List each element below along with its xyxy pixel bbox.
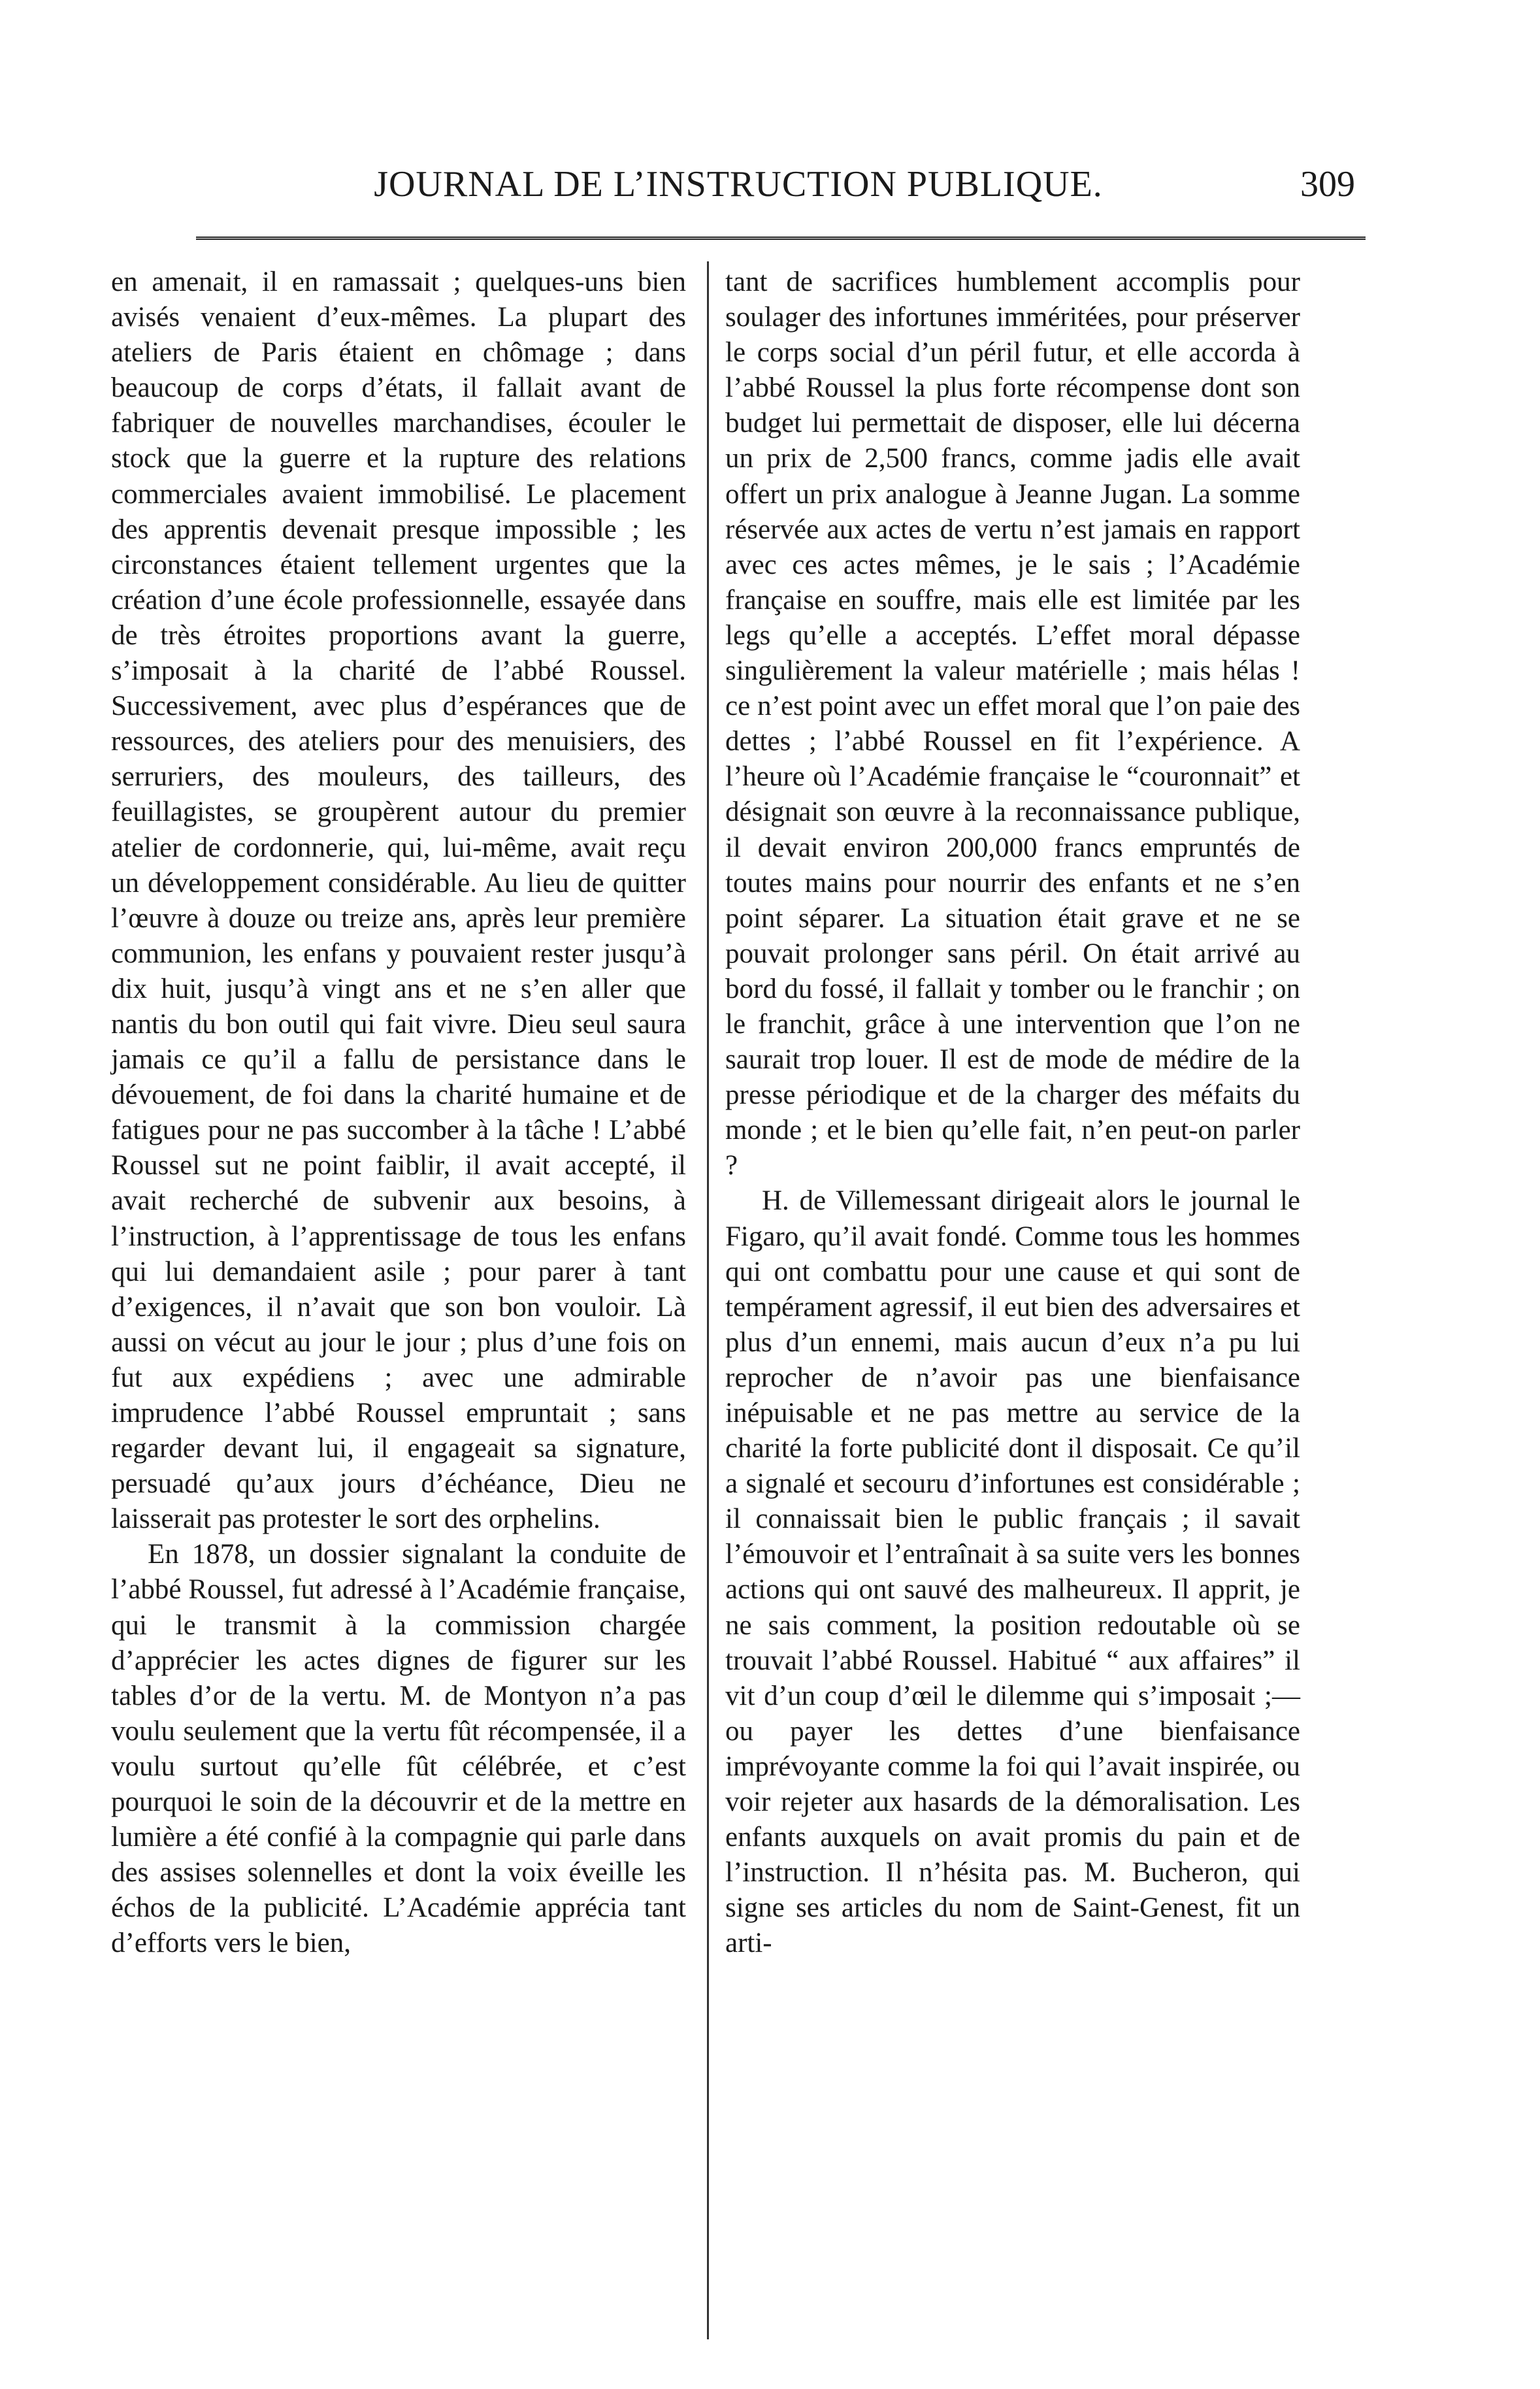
column-divider [707,261,709,2339]
left-paragraph-2: En 1878, un dossier signalant la conduite de l’abbé Roussel, fut adressé à l’Académie française, qui le transmit à la commission chargée d’apprécier les actes dignes de figurer sur les tables d’or de la vertu. M. de Montyon n’a pas voulu seulement que la vertu fût récompensée, il a voulu surtout qu’elle fût célébrée, et c’est pourquoi le soin de la découvrir et de la mettre en lumière a été confié à la compagnie qui parle dans des assises solennelles et dont la voix éveille les échos de la publicité. L’Académie apprécia tant d’efforts vers le bien, [111,1539,686,1959]
page-number: 309 [1300,164,1355,205]
left-column [111,265,686,1962]
right-paragraph-2: H. de Villemessant dirigeait alors le journal le Figaro, qu’il avait fondé. Comme tous les hommes qui ont combattu pour une cause et qui sont de tempérament agressif, il eut bien des adversaires et plus d’un ennemi, mais aucun d’eux n’a pu lui reprocher de n’avoir pas une bienfaisance inépuisable et ne pas mettre au service de la charité la forte publicité dont il disposait. Ce qu’il a signalé et secouru d’infortunes est considérable ; il connaissait bien le public français ; il savait l’émouvoir et l’entraînait à sa suite vers les bonnes actions qui ont sauvé des malheureux. Il apprit, je ne sais comment, la position redoutable où se trouvait l’abbé Roussel. Habitué “ aux affaires” il vit d’un coup d’œil le dilemme qui s’imposait ;—ou payer les dettes d’une bienfaisance imprévoyante comme la foi qui l’avait inspirée, ou voir rejeter aux hasards de la démoralisation. Les enfants auxquels on avait promis du pain et de l’instruction. Il n’hésita pas. M. Bucheron, qui signe ses articles du nom de Saint-Genest, fit un arti- [725,1185,1300,1959]
right-paragraph-1: tant de sacrifices humblement accomplis pour soulager des infortunes imméritées, pour préserver le corps social d’un péril futur, et elle accorda à l’abbé Roussel la plus forte récompense dont son budget lui permettait de disposer, elle lui décerna un prix de 2,500 francs, comme jadis elle avait offert un prix analogue à Jeanne Jugan. La somme réservée aux actes de vertu n’est jamais en rapport avec ces actes mêmes, je le sais ; l’Académie française en souffre, mais elle est limitée par les legs qu’elle a acceptés. L’effet moral dépasse singulièrement la valeur matérielle ; mais hélas ! ce n’est point avec un effet moral que l’on paie des dettes ; l’abbé Roussel en fit l’expérience. A l’heure où l’Académie française le “couronnait” et désignait son œuvre à la reconnaissance publique, il devait environ 200,000 francs empruntés de toutes mains pour nourrir des enfants et ne s’en point séparer. La situation était grave et ne se pouvait prolonger sans péril. On était arrivé au bord du fossé, il fallait y tomber ou le franchir ; on le franchit, grâce à une intervention que l’on ne saurait trop louer. Il est de mode de médire de la presse périodique et de la charger des méfaits du monde ; et le bien qu’elle fait, n’en peut-on parler ? [725,267,1300,1181]
left-paragraph-1: en amenait, il en ramassait ; quelques-uns bien avisés venaient d’eux-mêmes. La plupart des ateliers de Paris étaient en chômage ; dans beaucoup de corps d’états, il fallait avant de fabriquer de nouvelles marchandises, écouler le stock que la guerre et la rupture des relations commerciales avaient immobilisé. Le placement des apprentis devenait presque impossible ; les circonstances étaient tellement urgentes que la création d’une école professionnelle, essayée dans de très étroites proportions avant la guerre, s’imposait à la charité de l’abbé Roussel. Successivement, avec plus d’espérances que de ressources, des ateliers pour des menuisiers, des serruriers, des mouleurs, des tailleurs, des feuillagistes, se groupèrent autour du premier atelier de cordonnerie, qui, lui-même, avait reçu un développement considérable. Au lieu de quitter l’œuvre à douze ou treize ans, après leur première communion, les enfans y pouvaient rester jusqu’à dix huit, jusqu’à vingt ans et ne s’en aller que nantis du bon outil qui fait vivre. Dieu seul saura jamais ce qu’il a fallu de persistance dans le dévouement, de foi dans la charité humaine et de fatigues pour ne pas succomber à la tâche ! L’abbé Roussel sut ne point faiblir, il avait accepté, il avait recherché de subvenir aux besoins, à l’instruction, à l’apprentissage de tous les enfans qui lui demandaient asile ; pour parer à tant d’exigences, il n’avait que son bon vouloir. Là aussi on vécut au jour le jour ; plus d’une fois on fut aux expédiens ; avec une admirable imprudence l’abbé Roussel empruntait ; sans regarder devant lui, il engageait sa signature, persuadé qu’aux jours d’échéance, Dieu ne laisserait pas protester le sort des orphelins. [111,267,686,1535]
running-head [0,163,1540,216]
header-rule [196,237,1366,240]
right-column [725,265,1300,1962]
journal-title: JOURNAL DE L’INSTRUCTION PUBLIQUE. [374,164,1103,205]
